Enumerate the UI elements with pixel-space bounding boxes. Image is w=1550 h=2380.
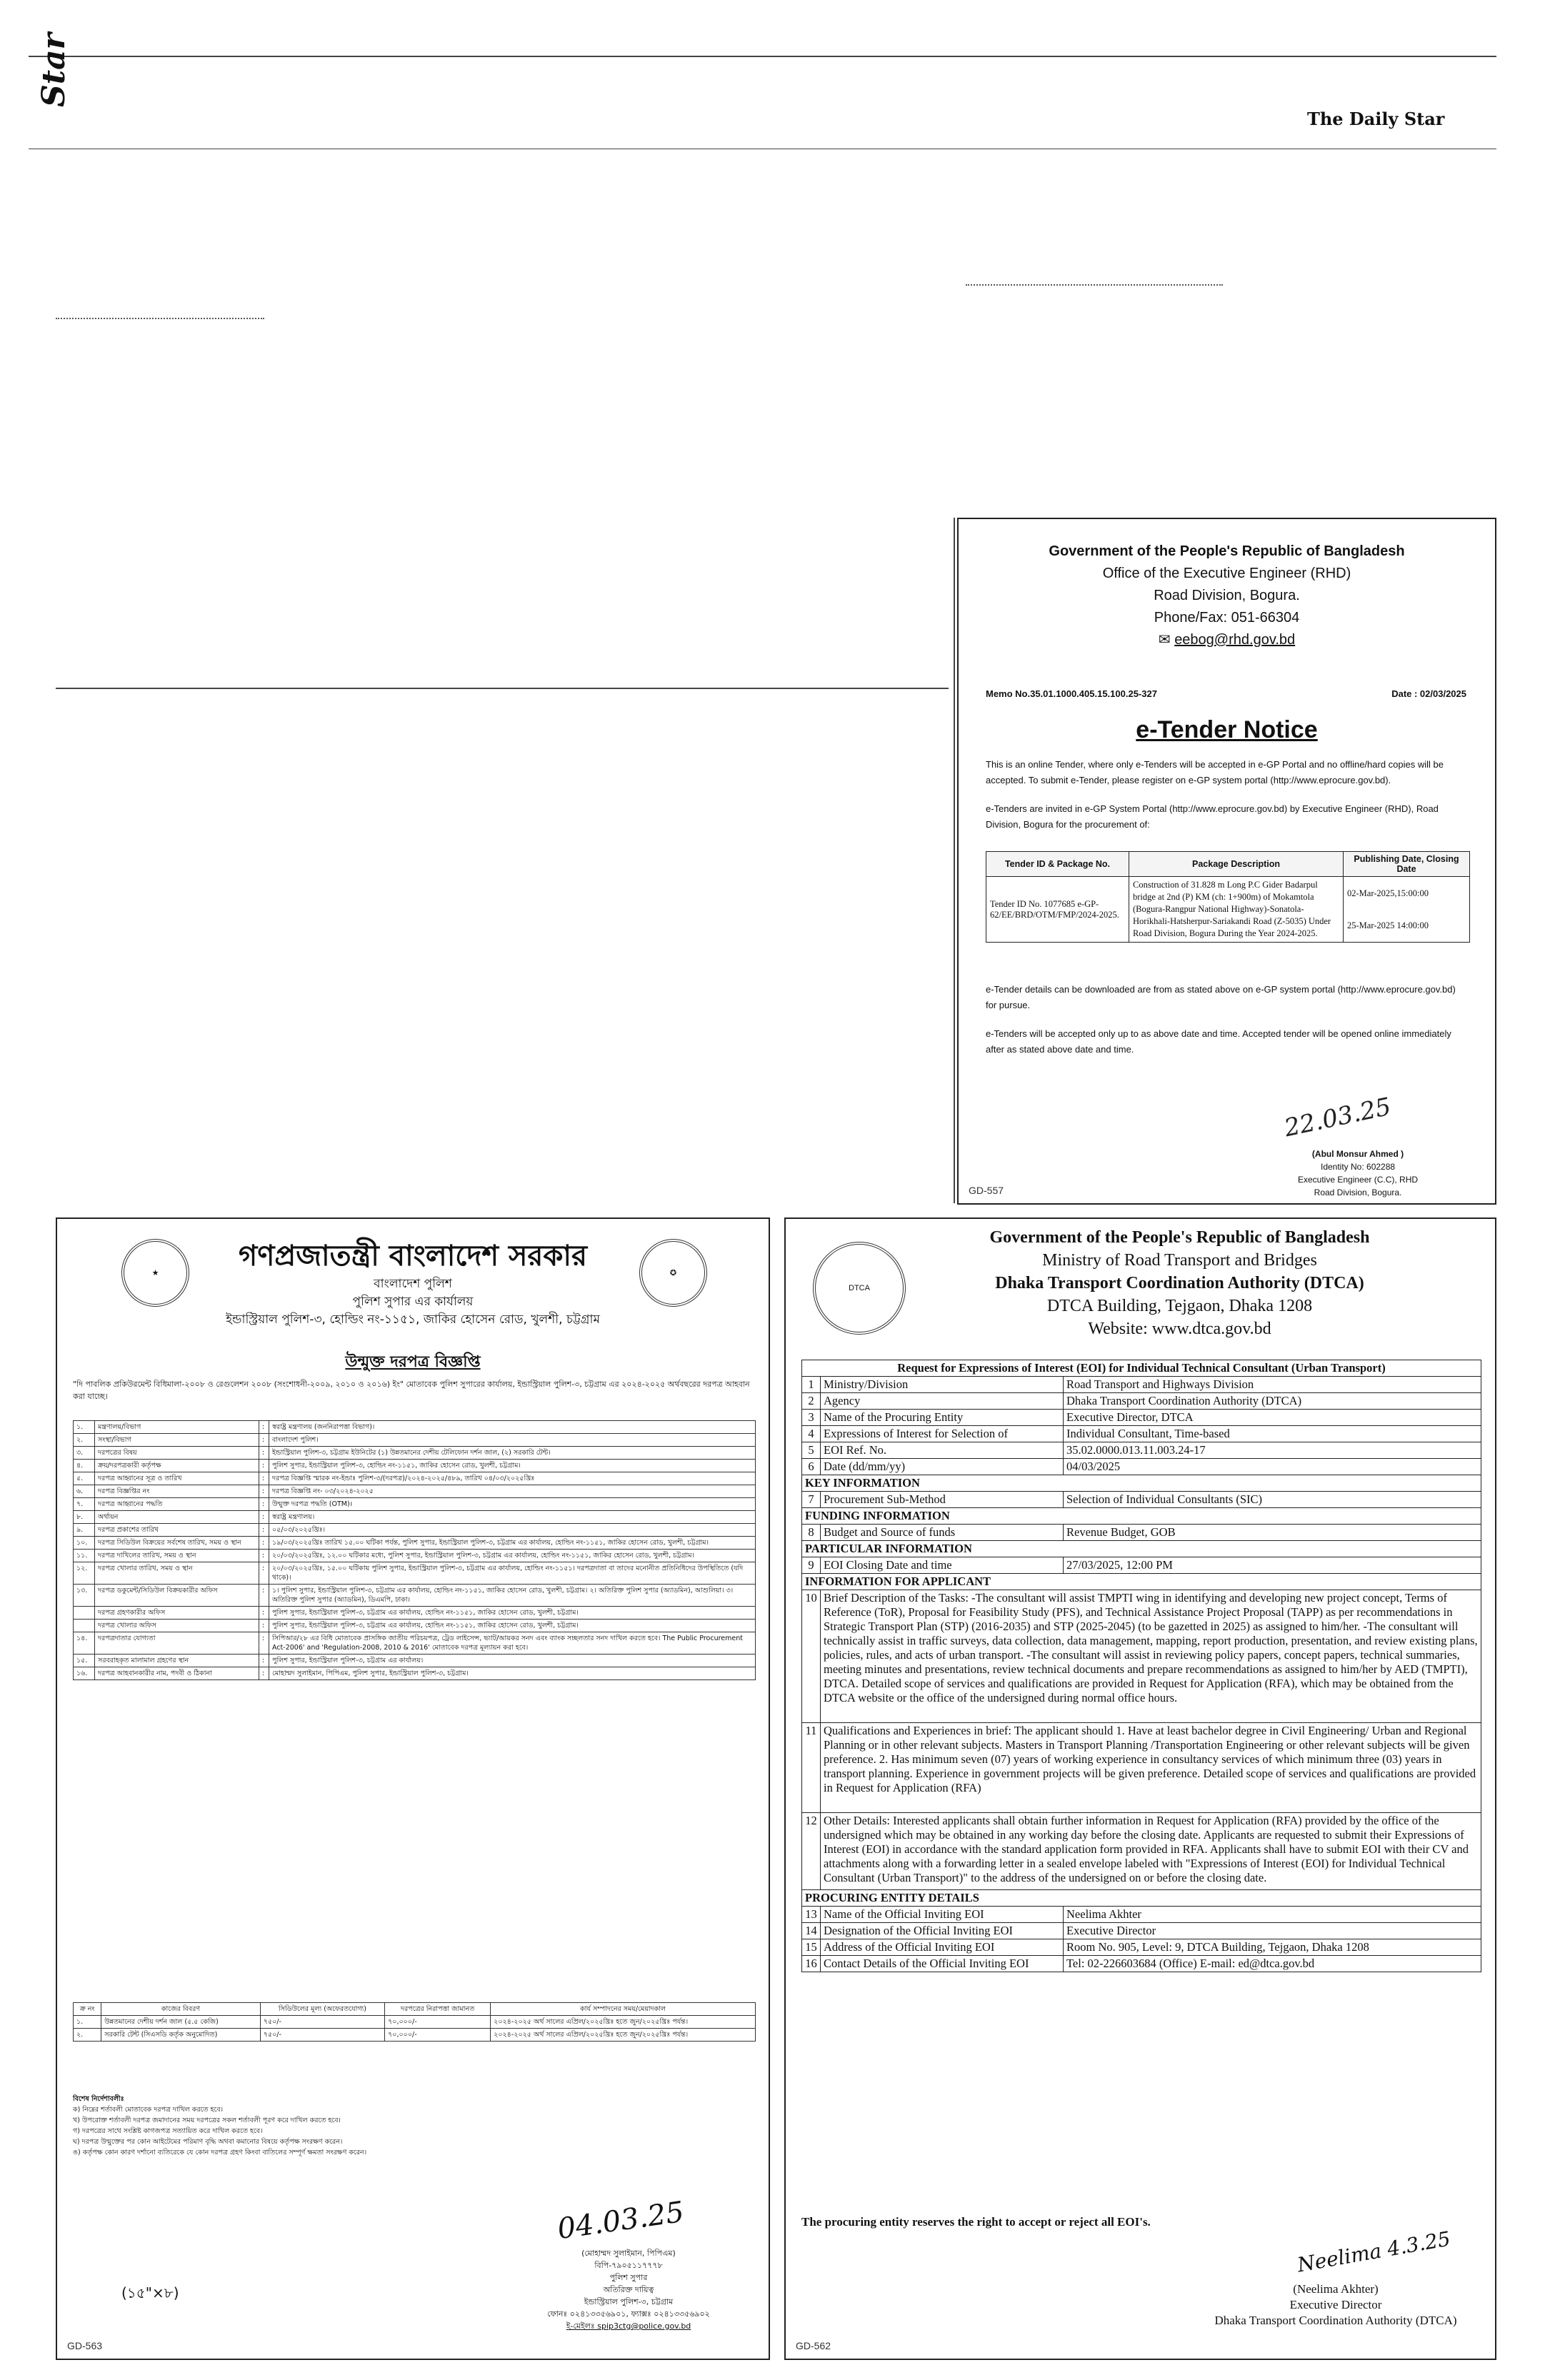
police-info-table bbox=[73, 1420, 756, 1680]
police-sig-title: পুলিশ সুপার bbox=[609, 2273, 648, 2282]
dtca-cell-n: 12 bbox=[802, 1813, 821, 1890]
police-info-row bbox=[74, 1485, 756, 1498]
dtca-long-row bbox=[802, 1723, 1481, 1813]
police-info-cell: স্বরাষ্ট্র মন্ত্রণালয় (জননিরাপত্তা বিভাগ)। bbox=[269, 1421, 756, 1434]
police-info-cell: ২০/০৩/২০২৫খ্রিঃ, ১২.০০ ঘটিকার মধ্যে, পুলিশ সুপার, ইন্ডাস্ট্রিয়াল পুলিশ-৩, চট্টগ্রাম এর কার্যালয়, হোল্ডিং নং-১১৫১, জাকির হোসেন রোড, খুলশী, চট্টগ্রাম। bbox=[269, 1550, 756, 1562]
dtca-section-heading: KEY INFORMATION bbox=[802, 1475, 1481, 1492]
police-info-row bbox=[74, 1460, 756, 1472]
police-info-cell: পুলিশ সুপার, ইন্ডাস্ট্রিয়াল পুলিশ-৩, চট্টগ্রাম এর কার্যালয়, হোল্ডিং নং-১১৫১, জাকির হোসেন রোড, খুলশী, চট্টগ্রাম। bbox=[269, 1607, 756, 1620]
dtca-section-row bbox=[802, 1890, 1481, 1907]
dtca-cell-n: 4 bbox=[802, 1426, 821, 1442]
dtca-section-row bbox=[802, 1508, 1481, 1525]
police-info-cell: সংস্থা/বিভাগ bbox=[95, 1434, 259, 1447]
rhd-header bbox=[959, 541, 1495, 651]
police-info-cell: দরপত্রের বিষয় bbox=[95, 1447, 259, 1460]
police-info-cell: ৭. bbox=[74, 1498, 95, 1511]
rhd-signature-block bbox=[1298, 1148, 1418, 1199]
rhd-th-id: Tender ID & Package No. bbox=[986, 852, 1129, 877]
police-info-cell: দরপত্র আহ্বানের পদ্ধতি bbox=[95, 1498, 259, 1511]
dtca-row bbox=[802, 1492, 1481, 1508]
police-info-cell: বাংলাদেশ পুলিশ। bbox=[269, 1434, 756, 1447]
dtca-address: DTCA Building, Tejgaon, Dhaka 1208 bbox=[1046, 1297, 1313, 1315]
police-info-cell: ২. bbox=[74, 1434, 95, 1447]
police-info-cell: : bbox=[259, 1550, 269, 1562]
rhd-sig-office: Road Division, Bogura. bbox=[1314, 1188, 1402, 1197]
police-info-cell: স্বরাষ্ট্র মন্ত্রণালয়। bbox=[269, 1511, 756, 1524]
police-info-cell: : bbox=[259, 1537, 269, 1550]
rhd-closing-date: 25-Mar-2025 14:00:00 bbox=[1347, 920, 1429, 930]
dtca-long-text: Qualifications and Experiences in brief: The applicant should 1. Have at least bachelor degree in Civil Engineering/ Urban and Regional Planning or in other relevant subjects. Masters in Transport Planning /Transportation Engineering or other relevant subjects will be given preference. 2. Has minimum seven (07) years of working experience in consultancy services of which minimum three (03) years in transport planning. Experience in government projects will be given preference. Detailed scope of services and qualifications are provided in Request for Application (RFA) bbox=[821, 1723, 1481, 1813]
police-sig-id: বিপি-৭৯০৫১১৭৭৭৮ bbox=[594, 2261, 663, 2270]
rhd-memo-row bbox=[986, 688, 1466, 699]
police-notice-title: উন্মুক্ত দরপত্র বিজ্ঞপ্তি bbox=[345, 1353, 481, 1371]
dtca-section-heading: INFORMATION FOR APPLICANT bbox=[802, 1574, 1481, 1590]
police-info-cell: দরপত্র দাখিলের তারিখ, সময় ও স্থান bbox=[95, 1550, 259, 1562]
dtca-ministry: Ministry of Road Transport and Bridges bbox=[1042, 1251, 1317, 1270]
dtca-cell-v: 04/03/2025 bbox=[1064, 1459, 1481, 1475]
police-work-header-row bbox=[74, 2003, 756, 2016]
police-gov-title: গণপ্রজাতন্ত্রী বাংলাদেশ সরকার bbox=[239, 1240, 587, 1272]
police-note-item: ঘ) দরপত্র উন্মুক্তের পর কোন আইটেমের পরিমাণ বৃদ্ধি অথবা কমানোর বিষয়ে কর্তৃপক্ষ সংরক্ষণ করেন। bbox=[73, 2138, 343, 2146]
police-ad-code: GD-563 bbox=[67, 2340, 103, 2351]
police-info-cell: সরবরাহকৃত মালামাল গ্রহণের স্থান bbox=[95, 1655, 259, 1667]
police-tender-ad bbox=[56, 1217, 770, 2360]
police-info-cell: : bbox=[259, 1632, 269, 1655]
police-info-cell: ১৪. bbox=[74, 1632, 95, 1655]
dtca-row bbox=[802, 1557, 1481, 1574]
rhd-phone: Phone/Fax: 051-66304 bbox=[1154, 610, 1300, 626]
police-info-cell: পুলিশ সুপার, ইন্ডাস্ট্রিয়াল পুলিশ-৩, হোল্ডিং নং-১১৫১, জাকির হোসেন রোড, খুলশী, চট্টগ্রাম। bbox=[269, 1460, 756, 1472]
police-info-cell: দরপত্র ডকুমেন্ট/সিডিউল বিক্রয়কারীর অফিস bbox=[95, 1585, 259, 1607]
dtca-cell-v: 35.02.0000.013.11.003.24-17 bbox=[1064, 1442, 1481, 1459]
dtca-cell-k: Procurement Sub-Method bbox=[821, 1492, 1064, 1508]
dtca-cell-n: 3 bbox=[802, 1410, 821, 1426]
police-work-cell: ২. bbox=[74, 2029, 101, 2042]
dtca-cell-k: Agency bbox=[821, 1393, 1064, 1410]
dtca-cell-n: 13 bbox=[802, 1907, 821, 1923]
police-info-cell: ০৫/০৩/২০২৫খ্রিঃ। bbox=[269, 1524, 756, 1537]
police-work-header: কার্য সম্পাদনের সময়/মেয়াদকাল bbox=[491, 2003, 756, 2016]
police-info-cell: সিপিআর/২৮ এর বিধি মোতাবেক প্রাসঙ্গিক জাতীয় পরিচয়পত্র, ট্রেড লাইসেন্স, ভ্যাট/আয়কর সনদ এবং ব্যাংক সচ্ছলতার সনদ দাখিল করতে হবে। The Public Procurement Act-2006' and 'Regulation-2008, 2010 & 2016' মোতাবেক দরপত্র মূল্যায়ন করা হবে। bbox=[269, 1632, 756, 1655]
column-rule bbox=[56, 688, 949, 689]
rhd-package-desc: Construction of 31.828 m Long P.C Gider Badarpul bridge at 2nd (P) KM (ch: 1+900m) of Mokamtola (Bogura-Rangpur National Highway)-Sonatola-Horikhali-Hatsherpur-Sariakandi Road (Z-5035) Under Road Division, Bogura During the Year 2024-2025. bbox=[1129, 877, 1344, 943]
police-notes bbox=[73, 2094, 753, 2158]
separator bbox=[56, 318, 264, 319]
dtca-row bbox=[802, 1907, 1481, 1923]
rhd-signature: 22.03.25 bbox=[1281, 1092, 1394, 1143]
mail-icon: ✉ bbox=[1158, 632, 1175, 648]
rhd-division: Road Division, Bogura. bbox=[1154, 588, 1300, 603]
rhd-tender-table bbox=[986, 851, 1470, 943]
dtca-section-heading: PARTICULAR INFORMATION bbox=[802, 1541, 1481, 1557]
police-note-item: ঙ) কর্তৃপক্ষ কোন কারণ দর্শানো ব্যতিরেকে যে কোন দরপত্র গ্রহণ কিংবা বাতিলের সম্পূর্ণ ক্ষমতা সংরক্ষণ করেন। bbox=[73, 2149, 367, 2156]
rhd-memo: Memo No.35.01.1000.405.15.100.25-327 bbox=[986, 688, 1157, 699]
dtca-eoi-ad bbox=[784, 1217, 1496, 2360]
police-sub1: বাংলাদেশ পুলিশ bbox=[374, 1277, 452, 1291]
dtca-row bbox=[802, 1393, 1481, 1410]
dtca-row bbox=[802, 1426, 1481, 1442]
dtca-cell-v: Dhaka Transport Coordination Authority (DTCA) bbox=[1064, 1393, 1481, 1410]
police-info-cell bbox=[74, 1620, 95, 1632]
separator bbox=[966, 284, 1223, 286]
police-ad-size: (১৫"×৮) bbox=[121, 2284, 179, 2301]
dtca-seal-icon: DTCA bbox=[813, 1242, 906, 1335]
police-info-cell: : bbox=[259, 1655, 269, 1667]
dtca-section-heading: PROCURING ENTITY DETAILS bbox=[802, 1890, 1481, 1907]
dtca-cell-k: Name of the Official Inviting EOI bbox=[821, 1907, 1064, 1923]
police-work-row bbox=[74, 2029, 756, 2042]
police-info-cell: : bbox=[259, 1485, 269, 1498]
police-notes-title: বিশেষ নির্দেশাবলীঃ bbox=[73, 2095, 124, 2103]
dtca-cell-v: Revenue Budget, GOB bbox=[1064, 1525, 1481, 1541]
dtca-cell-k: EOI Closing Date and time bbox=[821, 1557, 1064, 1574]
police-info-row bbox=[74, 1585, 756, 1607]
police-info-row bbox=[74, 1550, 756, 1562]
police-info-cell bbox=[74, 1607, 95, 1620]
dtca-cell-n: 2 bbox=[802, 1393, 821, 1410]
rhd-para1: This is an online Tender, where only e-Tenders will be accepted in e-GP Portal and no offline/hard copies will be accepted. To submit e-Tender, please register on e-GP system portal (http://www.eprocure.gov.bd). bbox=[986, 759, 1444, 785]
bangladesh-seal-icon: ★ bbox=[121, 1239, 189, 1307]
police-info-cell: দরপত্র খোলার অফিস bbox=[95, 1620, 259, 1632]
dtca-cell-n: 10 bbox=[802, 1590, 821, 1723]
police-work-cell: ৭০,০০০/- bbox=[385, 2029, 491, 2042]
rhd-gov-title: Government of the People's Republic of Bangladesh bbox=[1049, 543, 1405, 559]
dtca-signature-block bbox=[1186, 2281, 1486, 2329]
police-sig-office: অতিরিক্ত দায়িত্ব bbox=[603, 2285, 654, 2294]
police-info-cell: : bbox=[259, 1562, 269, 1585]
dtca-cell-n: 14 bbox=[802, 1923, 821, 1939]
rhd-dates-cell bbox=[1344, 877, 1470, 943]
police-info-cell: ৩. bbox=[74, 1447, 95, 1460]
police-info-cell: দরপত্র বিজ্ঞপ্তি স্মারক নং-ইন্ডাঃ পুলিশ-৩/(দরপত্র)/২০২৪-২০২৫/৪৮৯, তারিখ ০৪/০৩/২০২৫খ্রিঃ bbox=[269, 1472, 756, 1485]
police-sub3: ইন্ডাস্ট্রিয়াল পুলিশ-৩, হোল্ডিং নং-১১৫১, জাকির হোসেন রোড, খুলশী, চট্টগ্রাম bbox=[226, 1312, 600, 1327]
police-info-cell: দরপত্র প্রকাশের তারিখ bbox=[95, 1524, 259, 1537]
rhd-ad-code: GD-557 bbox=[969, 1185, 1004, 1196]
dtca-cell-n: 6 bbox=[802, 1459, 821, 1475]
police-emblem-icon: ✪ bbox=[639, 1239, 707, 1307]
police-info-cell: ২০/০৩/২০২৫খ্রিঃ, ১৫.০০ ঘটিকায় পুলিশ সুপার, ইন্ডাস্ট্রিয়াল পুলিশ-৩, চট্টগ্রাম এর কার্যালয়, হোল্ডিং নং-১১৫১। দরপত্রদাতা বা তাদের মনোনীত প্রতিনিধিদের উপস্থিতিতে (যদি থাকে)। bbox=[269, 1562, 756, 1585]
dtca-cell-v: Tel: 02-226603684 (Office) E-mail: ed@dtca.gov.bd bbox=[1064, 1956, 1481, 1972]
dtca-cell-n: 15 bbox=[802, 1939, 821, 1956]
rhd-th-desc: Package Description bbox=[1129, 852, 1344, 877]
dtca-row bbox=[802, 1410, 1481, 1426]
dtca-long-text: Other Details: Interested applicants shall obtain further information in Request for Application (RFA) provided by the office of the undersigned which may be obtained in any working day before the closing date. Applicants are requested to submit their Expressions of Interest (EOI) in accordance with the standard application form provided in RFA. Applicants shall have to submit EOI with their CV and attachments along with a forwarding letter in a sealed envelope labeled with "Expressions of Interest (EOI) for Individual Technical Consultant (Urban Transport)" to the address of the undersigned on or before the closing date. bbox=[821, 1813, 1481, 1890]
police-info-cell: ১০. bbox=[74, 1537, 95, 1550]
police-work-header: দরপত্রের নিরাপত্তা জামানত bbox=[385, 2003, 491, 2016]
dtca-cell-v: Neelima Akhter bbox=[1064, 1907, 1481, 1923]
police-info-cell: : bbox=[259, 1434, 269, 1447]
police-info-row bbox=[74, 1511, 756, 1524]
police-info-row bbox=[74, 1632, 756, 1655]
dtca-cell-v: Executive Director, DTCA bbox=[1064, 1410, 1481, 1426]
police-info-cell: ৬. bbox=[74, 1485, 95, 1498]
police-info-row bbox=[74, 1498, 756, 1511]
rhd-etender-ad bbox=[957, 518, 1496, 1205]
police-sig-email[interactable]: ই-মেইলঃ spip3ctg@police.gov.bd bbox=[566, 2321, 691, 2331]
dtca-cell-n: 16 bbox=[802, 1956, 821, 1972]
police-info-cell: উন্মুক্ত দরপত্র পদ্ধতি (OTM)। bbox=[269, 1498, 756, 1511]
police-info-row bbox=[74, 1607, 756, 1620]
police-info-cell: দরপত্র আহবানকারীর নাম, পদবী ও ঠিকানা bbox=[95, 1667, 259, 1680]
rhd-sig-name: (Abul Monsur Ahmed ) bbox=[1311, 1149, 1404, 1159]
police-info-cell: দরপত্র আহ্বানের সূত্র ও তারিখ bbox=[95, 1472, 259, 1485]
police-info-cell: দরপত্র বিজ্ঞপ্তির নং bbox=[95, 1485, 259, 1498]
dtca-cell-v: Selection of Individual Consultants (SIC) bbox=[1064, 1492, 1481, 1508]
police-info-cell: ১৯/০৩/২০২৫খ্রিঃ তারিখ ১৫.০০ ঘটিকা পর্যন্ত, পুলিশ সুপার, ইন্ডাস্ট্রিয়াল পুলিশ-৩, চট্টগ্রাম এর কার্যালয়, হোল্ডিং নং-১১৫১, জাকির হোসেন রোড, খুলশী, চট্টগ্রাম। bbox=[269, 1537, 756, 1550]
police-info-cell: দরপত্রদাতার যোগ্যতা bbox=[95, 1632, 259, 1655]
police-info-cell: দরপত্র সিডিউল বিক্রয়ের সর্বশেষ তারিখ, সময় ও স্থান bbox=[95, 1537, 259, 1550]
police-work-cell: ৭০,০০০/- bbox=[385, 2016, 491, 2029]
rhd-publishing-date: 02-Mar-2025,15:00:00 bbox=[1347, 888, 1429, 898]
police-info-cell: পুলিশ সুপার, ইন্ডাস্ট্রিয়াল পুলিশ-৩, চট্টগ্রাম এর কার্যালয়, হোল্ডিং নং-১১৫১, জাকির হোসেন রোড, খুলশী, চট্টগ্রাম। bbox=[269, 1620, 756, 1632]
police-info-row bbox=[74, 1655, 756, 1667]
dtca-row bbox=[802, 1956, 1481, 1972]
police-info-cell: দরপত্র গ্রহণকারীর অফিস bbox=[95, 1607, 259, 1620]
top-rule bbox=[29, 56, 1496, 57]
rhd-office: Office of the Executive Engineer (RHD) bbox=[1102, 566, 1351, 581]
police-work-cell: ২০২৪-২০২৫ অর্থ সালের এপ্রিল/২০২৫খ্রিঃ হতে জুন/২০২৫খ্রিঃ পর্যন্ত। bbox=[491, 2029, 756, 2042]
police-sub2: পুলিশ সুপার এর কার্যালয় bbox=[352, 1295, 474, 1309]
dtca-cell-n: 9 bbox=[802, 1557, 821, 1574]
rhd-title: e-Tender Notice bbox=[1136, 716, 1318, 743]
dtca-website: Website: www.dtca.gov.bd bbox=[1088, 1320, 1271, 1338]
rhd-para4: e-Tenders will be accepted only up to as above date and time. Accepted tender will be opened online immediately after as stated above date and time. bbox=[986, 1028, 1451, 1055]
police-sig-name: (মোহাম্মদ সুলাইমান, পিপিএম) bbox=[581, 2249, 676, 2258]
dtca-cell-n: 7 bbox=[802, 1492, 821, 1508]
paper-name: The Daily Star bbox=[1307, 109, 1445, 129]
police-work-header: কাজের বিবরণ bbox=[101, 2003, 261, 2016]
police-info-cell: ৮. bbox=[74, 1511, 95, 1524]
police-info-cell: ইন্ডাস্ট্রিয়াল পুলিশ-৩, চট্টগ্রাম ইউনিটের (১) উন্নতমানের দেশীয় টেলিফোন দর্শন জাল, (২) সরকারি টেন্ট। bbox=[269, 1447, 756, 1460]
dtca-long-row bbox=[802, 1813, 1481, 1890]
dtca-cell-n: 8 bbox=[802, 1525, 821, 1541]
police-info-cell: : bbox=[259, 1620, 269, 1632]
police-work-table bbox=[73, 2002, 756, 2042]
dtca-cell-k: Designation of the Official Inviting EOI bbox=[821, 1923, 1064, 1939]
dtca-cell-k: Budget and Source of funds bbox=[821, 1525, 1064, 1541]
police-info-cell: ১৫. bbox=[74, 1655, 95, 1667]
dtca-reserve-note: The procuring entity reserves the right to accept or reject all EOI's. bbox=[801, 2215, 1151, 2229]
police-info-cell: দরপত্র খোলার তারিখ, সময় ও স্থান bbox=[95, 1562, 259, 1585]
dtca-table-title-row bbox=[802, 1360, 1481, 1377]
dtca-section-row bbox=[802, 1574, 1481, 1590]
police-info-cell: ১। পুলিশ সুপার, ইন্ডাস্ট্রিয়াল পুলিশ-৩, চট্টগ্রাম এর কার্যালয়, হোল্ডিং নং-১১৫১, জাকির হোসেন রোড, খুলশী, চট্টগ্রাম। ২। অতিরিক্ত পুলিশ সুপার (অ্যাডমিন), আশুলিয়া। ৩। অতিরিক্ত পুলিশ সুপার (অ্যাডমিন), ডিএমপি, ঢাকা। bbox=[269, 1585, 756, 1607]
police-note-item: খ) উপরোক্ত শর্তাবলী দরপত্র জমাদানের সময় দরপত্রের সকল শর্তাবলী পূরণ করে দাখিল করতে হবে। bbox=[73, 2117, 341, 2124]
police-info-cell: : bbox=[259, 1585, 269, 1607]
dtca-long-text: Brief Description of the Tasks: -The consultant will assist TMPTI wing in identifying and developing new project concept, Terms of Reference (ToR), Proposal for Feasibility Study (PFS), and Technical Assistance Project Proposal (TAPP) as per recommendations in Strategic Transport Plan (STP) (2016-2035) and STP (2025-2045) (to be gazetted in 2025) as assigned to him/her. -The consultant will technically assist in traffic surveys, data collection, data management, mapping, report production, presentation, and review existing plans, policies, rules, and acts of urban transport. -The consultant will assist in reviewing policy papers, concept papers, technical summaries, meeting minutes and presentations, review technical documents and prepare recommendations as assigned to him/her by AED (TMPTI), DTCA. Detailed scope of services and qualifications are provided in Request for Application (RFA), which may be obtained from the DTCA website or the office of the undersigned during normal office hours. bbox=[821, 1590, 1481, 1723]
police-intro: "দি পাবলিক প্রকিউরমেন্ট বিধিমালা-২০০৮ ও রেগুলেশন ২০০৮ (সংশোধনী-২০০৯, ২০১০ ও ২০১৬) ইং" মোতাবেক পুলিশ সুপারের কার্যালয়, ইন্ডাস্ট্রিয়াল পুলিশ-৩, চট্টগ্রাম এর ২০২৪-২০২৫ অর্থবছরের দরপত্র আহবান করা যাচ্ছে। bbox=[73, 1380, 750, 1401]
police-info-cell: ১১. bbox=[74, 1550, 95, 1562]
police-signature-block bbox=[514, 2247, 743, 2332]
rhd-para3: e-Tender details can be downloaded are from as stated above on e-GP system portal (http://www.eprocure.gov.bd) for pursue. bbox=[986, 984, 1456, 1010]
police-work-cell: ৭৫০/- bbox=[260, 2029, 384, 2042]
dtca-cell-v: 27/03/2025, 12:00 PM bbox=[1064, 1557, 1481, 1574]
police-note-item: ক) নিম্নের শর্তাবলী মোতাবেক দরপত্র দাখিল করতে হবে। bbox=[73, 2106, 224, 2114]
police-work-cell: ১. bbox=[74, 2016, 101, 2029]
police-info-cell: : bbox=[259, 1447, 269, 1460]
police-info-row bbox=[74, 1472, 756, 1485]
rhd-para2: e-Tenders are invited in e-GP System Portal (http://www.eprocure.gov.bd) by Executive Engineer (RHD), Road Division, Bogura for the procurement of: bbox=[986, 803, 1439, 830]
police-info-cell: ১২. bbox=[74, 1562, 95, 1585]
dtca-cell-k: Expressions of Interest for Selection of bbox=[821, 1426, 1064, 1442]
dtca-cell-k: EOI Ref. No. bbox=[821, 1442, 1064, 1459]
police-work-header: সিডিউলের মূল্য (অফেরতযোগ্য) bbox=[260, 2003, 384, 2016]
police-sig-phone: ফোনঃ ০২৪১৩৩৫৬৯০১, ফ্যাক্সঃ ০২৪১৩৩৫৬৯০২ bbox=[547, 2309, 710, 2319]
column-rule bbox=[954, 518, 955, 1203]
dtca-cell-k: Name of the Procuring Entity bbox=[821, 1410, 1064, 1426]
police-info-cell: ক্রয়/দরপত্রকারী কর্তৃপক্ষ bbox=[95, 1460, 259, 1472]
police-note-item: গ) দরপত্রের সাথে সংশ্লিষ্ট কাগজপত্র সত্যায়িত করে দাখিল করতে হবে। bbox=[73, 2127, 263, 2135]
police-info-row bbox=[74, 1562, 756, 1585]
police-info-cell: : bbox=[259, 1472, 269, 1485]
police-info-cell: ৫. bbox=[74, 1472, 95, 1485]
police-info-cell: : bbox=[259, 1421, 269, 1434]
police-info-cell: মন্ত্রণালয়/বিভাগ bbox=[95, 1421, 259, 1434]
police-info-cell: ৪. bbox=[74, 1460, 95, 1472]
police-signature: 04.03.25 bbox=[555, 2195, 686, 2246]
police-info-cell: ১৩. bbox=[74, 1585, 95, 1607]
dtca-row bbox=[802, 1459, 1481, 1475]
dtca-cell-k: Ministry/Division bbox=[821, 1377, 1064, 1393]
police-info-cell: দরপত্র বিজ্ঞপ্তি নং- ০৩/২০২৪-২০২৫ bbox=[269, 1485, 756, 1498]
dtca-row bbox=[802, 1525, 1481, 1541]
dtca-cell-k: Address of the Official Inviting EOI bbox=[821, 1939, 1064, 1956]
dtca-cell-k: Date (dd/mm/yy) bbox=[821, 1459, 1064, 1475]
police-info-row bbox=[74, 1667, 756, 1680]
police-info-cell: ১৬. bbox=[74, 1667, 95, 1680]
dtca-ad-code: GD-562 bbox=[796, 2340, 831, 2351]
dtca-row bbox=[802, 1923, 1481, 1939]
rhd-email-link[interactable]: eebog@rhd.gov.bd bbox=[1174, 632, 1296, 648]
police-info-cell: : bbox=[259, 1607, 269, 1620]
dtca-cell-k: Contact Details of the Official Inviting EOI bbox=[821, 1956, 1064, 1972]
dtca-cell-v: Executive Director bbox=[1064, 1923, 1481, 1939]
police-info-row bbox=[74, 1434, 756, 1447]
dtca-section-row bbox=[802, 1475, 1481, 1492]
police-work-cell: সরকারি টেন্ট (সিএসডি কর্তৃক অনুমোদিত) bbox=[101, 2029, 261, 2042]
police-info-cell: ৯. bbox=[74, 1524, 95, 1537]
dtca-cell-v: Road Transport and Highways Division bbox=[1064, 1377, 1481, 1393]
dtca-long-row bbox=[802, 1590, 1481, 1723]
dtca-gov-title: Government of the People's Republic of Bangladesh bbox=[989, 1228, 1370, 1247]
dtca-row bbox=[802, 1377, 1481, 1393]
star-logo: Star bbox=[36, 33, 72, 107]
dtca-sig-org: Dhaka Transport Coordination Authority (DTCA) bbox=[1214, 2314, 1457, 2327]
police-info-cell: পুলিশ সুপার, ইন্ডাস্ট্রিয়াল পুলিশ-৩, চট্টগ্রাম এর কার্যালয়। bbox=[269, 1655, 756, 1667]
police-work-cell: ২০২৪-২০২৫ অর্থ সালের এপ্রিল/২০২৫খ্রিঃ হতে জুন/২০২৫খ্রিঃ পর্যন্ত। bbox=[491, 2016, 756, 2029]
dtca-signature: Neelima 4.3.25 bbox=[1295, 2226, 1452, 2277]
police-info-row bbox=[74, 1537, 756, 1550]
dtca-table-title: Request for Expressions of Interest (EOI) for Individual Technical Consultant (Urban Transport) bbox=[802, 1360, 1481, 1377]
dtca-sig-name: (Neelima Akhter) bbox=[1293, 2282, 1379, 2296]
police-info-cell: : bbox=[259, 1498, 269, 1511]
dtca-cell-n: 1 bbox=[802, 1377, 821, 1393]
police-info-cell: অর্থায়ন bbox=[95, 1511, 259, 1524]
police-work-row bbox=[74, 2016, 756, 2029]
rhd-th-dates: Publishing Date, Closing Date bbox=[1344, 852, 1470, 877]
police-info-cell: : bbox=[259, 1460, 269, 1472]
rhd-sig-id: Identity No: 602288 bbox=[1320, 1162, 1396, 1172]
police-info-cell: : bbox=[259, 1524, 269, 1537]
police-info-row bbox=[74, 1620, 756, 1632]
police-info-row bbox=[74, 1447, 756, 1460]
dtca-sig-title: Executive Director bbox=[1289, 2298, 1382, 2311]
police-sig-unit: ইন্ডাস্ট্রিয়াল পুলিশ-৩, চট্টগ্রাম bbox=[584, 2297, 674, 2306]
police-work-cell: উন্নতমানের দেশীয় দর্শন জাল (৫.৫ কেজি) bbox=[101, 2016, 261, 2029]
rhd-date: Date : 02/03/2025 bbox=[1391, 688, 1466, 699]
police-info-cell: মোহাম্মদ সুলাইমান, পিপিএম, পুলিশ সুপার, ইন্ডাস্ট্রিয়াল পুলিশ-৩, চট্টগ্রাম। bbox=[269, 1667, 756, 1680]
police-info-cell: ১. bbox=[74, 1421, 95, 1434]
police-info-row bbox=[74, 1421, 756, 1434]
dtca-row bbox=[802, 1939, 1481, 1956]
dtca-cell-v: Room No. 905, Level: 9, DTCA Building, Tejgaon, Dhaka 1208 bbox=[1064, 1939, 1481, 1956]
dtca-authority: Dhaka Transport Coordination Authority (DTCA) bbox=[995, 1274, 1364, 1292]
dtca-section-row bbox=[802, 1541, 1481, 1557]
dtca-header bbox=[893, 1226, 1466, 1340]
dtca-eoi-table bbox=[801, 1360, 1481, 1972]
dtca-cell-n: 5 bbox=[802, 1442, 821, 1459]
police-info-row bbox=[74, 1524, 756, 1537]
dtca-cell-n: 11 bbox=[802, 1723, 821, 1813]
dtca-row bbox=[802, 1442, 1481, 1459]
police-work-header: ক্র নং bbox=[74, 2003, 101, 2016]
dtca-section-heading: FUNDING INFORMATION bbox=[802, 1508, 1481, 1525]
rhd-tender-id: Tender ID No. 1077685 e-GP-62/EE/BRD/OTM/FMP/2024-2025. bbox=[986, 877, 1129, 943]
rhd-sig-title: Executive Engineer (C.C), RHD bbox=[1298, 1175, 1419, 1185]
police-info-cell: : bbox=[259, 1511, 269, 1524]
dtca-cell-v: Individual Consultant, Time-based bbox=[1064, 1426, 1481, 1442]
police-work-cell: ৭৫০/- bbox=[260, 2016, 384, 2029]
police-info-cell: : bbox=[259, 1667, 269, 1680]
